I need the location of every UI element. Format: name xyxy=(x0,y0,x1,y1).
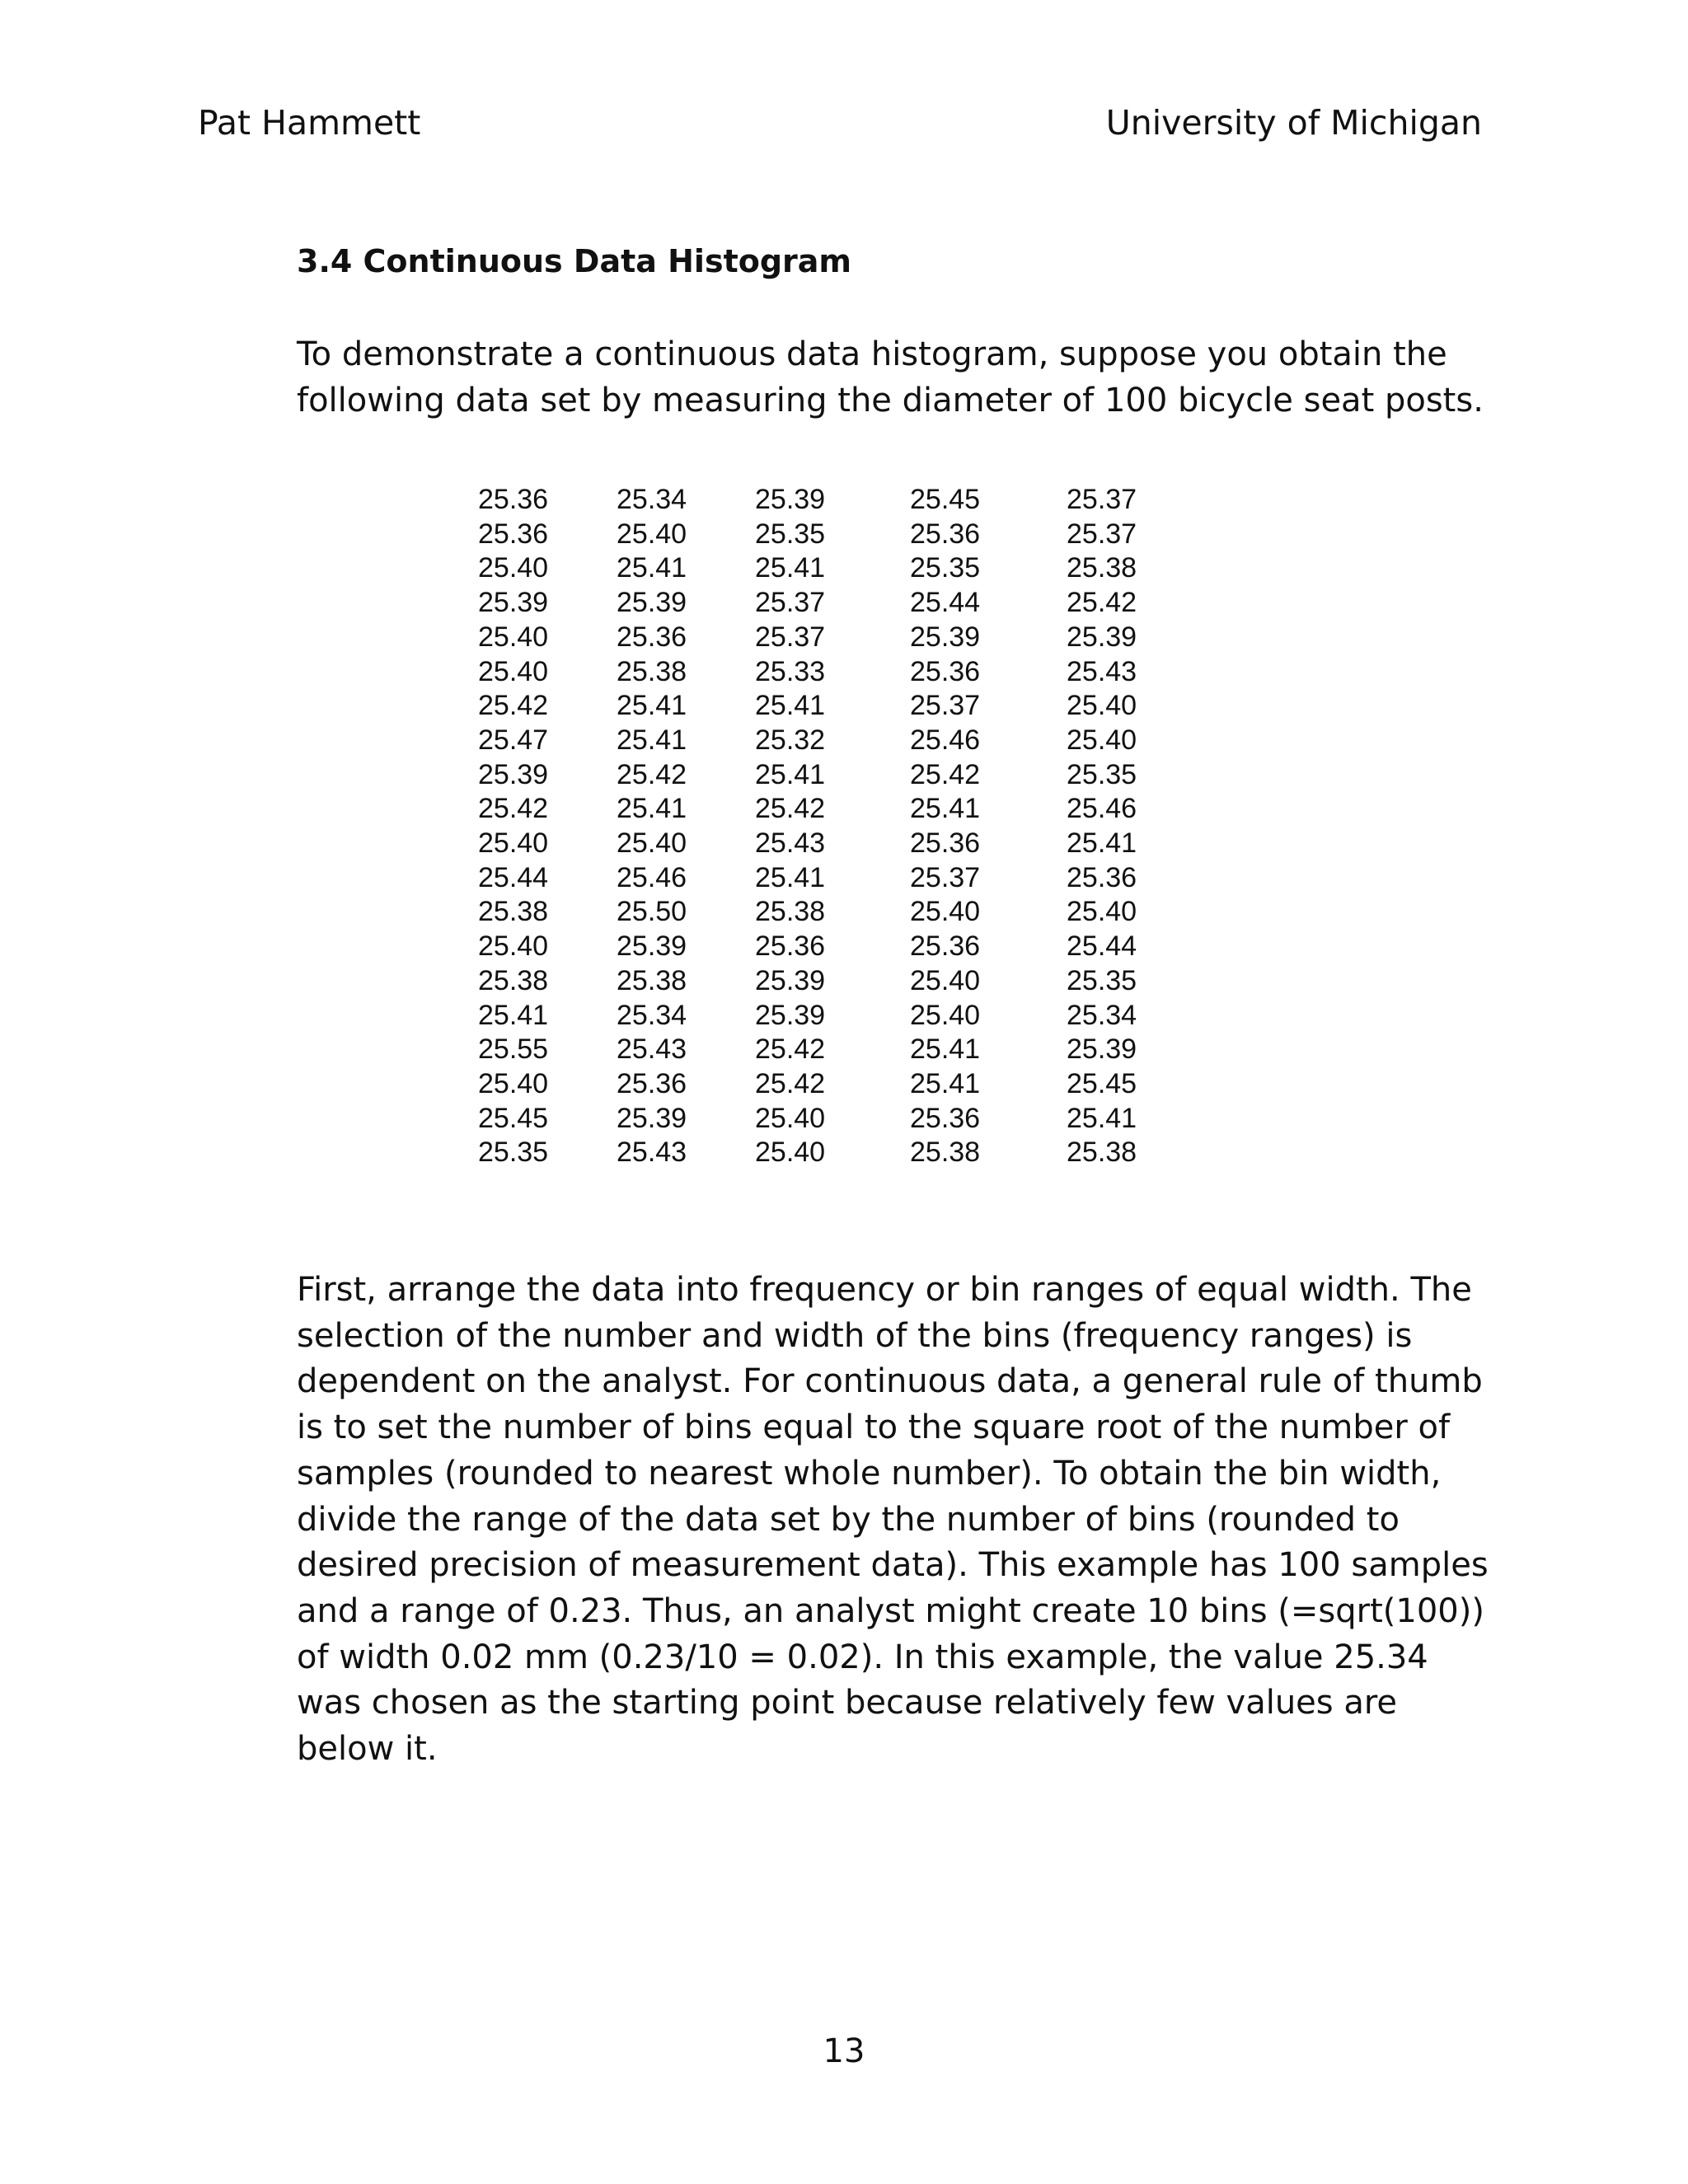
table-cell: 25.41 xyxy=(910,1033,981,1066)
table-cell: 25.43 xyxy=(1067,655,1137,687)
table-cell: 25.35 xyxy=(910,552,981,584)
table-cell: 25.39 xyxy=(617,930,687,963)
table-cell: 25.44 xyxy=(1067,930,1137,963)
table-row xyxy=(478,724,1165,758)
table-cell: 25.36 xyxy=(617,1067,687,1099)
table-row xyxy=(478,827,1165,861)
table-cell: 25.39 xyxy=(755,999,826,1031)
table-cell: 25.37 xyxy=(1067,484,1137,515)
table-cell: 25.38 xyxy=(617,655,687,687)
table-cell: 25.41 xyxy=(910,793,981,825)
table-cell: 25.43 xyxy=(617,1137,687,1169)
table-cell: 25.39 xyxy=(1067,621,1137,653)
table-cell: 25.35 xyxy=(755,518,826,550)
table-cell: 25.36 xyxy=(478,518,549,550)
data-table-body xyxy=(478,483,1165,1170)
page-number: 13 xyxy=(823,2032,865,2070)
table-cell: 25.37 xyxy=(755,587,826,619)
table-cell: 25.41 xyxy=(755,861,826,893)
table-row xyxy=(478,758,1165,793)
table-cell: 25.39 xyxy=(478,758,549,790)
table-cell: 25.40 xyxy=(1067,690,1137,722)
table-row xyxy=(478,1067,1165,1102)
table-cell: 25.37 xyxy=(1067,518,1137,550)
table-cell: 25.35 xyxy=(1067,964,1137,996)
table-cell: 25.36 xyxy=(910,655,981,687)
table-cell: 25.42 xyxy=(755,1033,826,1066)
table-cell: 25.41 xyxy=(755,552,826,584)
table-cell: 25.38 xyxy=(478,896,549,928)
table-cell: 25.41 xyxy=(617,552,687,584)
table-cell: 25.39 xyxy=(910,621,981,653)
table-cell: 25.40 xyxy=(478,621,549,653)
table-cell: 25.39 xyxy=(755,964,826,996)
table-cell: 25.36 xyxy=(910,518,981,550)
table-cell: 25.36 xyxy=(755,930,826,963)
table-cell: 25.34 xyxy=(1067,999,1137,1031)
table-cell: 25.40 xyxy=(478,930,549,963)
table-cell: 25.42 xyxy=(617,758,687,790)
table-cell: 25.41 xyxy=(617,793,687,825)
table-cell: 25.38 xyxy=(617,964,687,996)
table-cell: 25.36 xyxy=(910,930,981,963)
table-row xyxy=(478,861,1165,896)
table-cell: 25.47 xyxy=(478,724,549,756)
header-author: Pat Hammett xyxy=(198,103,421,143)
table-row xyxy=(478,792,1165,827)
table-cell: 25.41 xyxy=(755,690,826,722)
table-cell: 25.46 xyxy=(617,861,687,893)
table-cell: 25.39 xyxy=(478,587,549,619)
table-cell: 25.46 xyxy=(1067,793,1137,825)
intro-paragraph: To demonstrate a continuous data histogram, suppose you obtain the following data set by measuring the diameter of 100 bicycle seat posts. xyxy=(297,335,1484,419)
table-cell: 25.36 xyxy=(478,484,549,515)
table-cell: 25.38 xyxy=(910,1137,981,1169)
table-cell: 25.41 xyxy=(617,690,687,722)
table-cell: 25.34 xyxy=(617,999,687,1031)
table-row xyxy=(478,1033,1165,1067)
table-cell: 25.32 xyxy=(755,724,826,756)
table-cell: 25.39 xyxy=(617,1102,687,1134)
table-cell: 25.37 xyxy=(910,861,981,893)
table-row xyxy=(478,895,1165,930)
table-cell: 25.41 xyxy=(478,999,549,1031)
table-row xyxy=(478,1102,1165,1137)
table-cell: 25.41 xyxy=(617,724,687,756)
table-row xyxy=(478,518,1165,552)
table-cell: 25.40 xyxy=(910,964,981,996)
table-cell: 25.37 xyxy=(910,690,981,722)
table-row xyxy=(478,999,1165,1033)
table-cell: 25.40 xyxy=(478,827,549,860)
table-cell: 25.40 xyxy=(755,1137,826,1169)
table-cell: 25.40 xyxy=(617,827,687,860)
table-cell: 25.36 xyxy=(910,1102,981,1134)
body-paragraph: First, arrange the data into frequency or bin ranges of equal width. The selection of the number and width of the bins (frequency ranges) is dependent on the analyst. For continuous data, a general rule of thumb is to set the number of bins equal to the square root of the number of samples (rounded to nearest whole number). To obtain the bin width, divide the range of the data set by the number of bins (rounded to desired precision of measurement data). This example has 100 samples and a range of 0.23. Thus, an analyst might create 10 bins (=sqrt(100)) of width 0.02 mm (0.23/10 = 0.02). In this example, the value 25.34 was chosen as the starting point because relatively few values are below it. xyxy=(297,1271,1489,1769)
table-cell: 25.41 xyxy=(910,1067,981,1099)
table-cell: 25.36 xyxy=(617,621,687,653)
table-cell: 25.40 xyxy=(755,1102,826,1134)
table-row xyxy=(478,483,1165,518)
section-title: 3.4 Continuous Data Histogram xyxy=(297,243,852,279)
table-cell: 25.41 xyxy=(1067,1102,1137,1134)
table-row xyxy=(478,551,1165,586)
measurement-data-table xyxy=(478,483,1165,1170)
header-institution: University of Michigan xyxy=(1105,103,1482,143)
table-cell: 25.39 xyxy=(755,484,826,515)
table-cell: 25.55 xyxy=(478,1033,549,1066)
table-cell: 25.35 xyxy=(478,1137,549,1169)
table-cell: 25.39 xyxy=(617,587,687,619)
table-cell: 25.42 xyxy=(755,793,826,825)
table-cell: 25.38 xyxy=(478,964,549,996)
table-cell: 25.37 xyxy=(755,621,826,653)
table-cell: 25.42 xyxy=(478,690,549,722)
table-row xyxy=(478,586,1165,621)
table-cell: 25.40 xyxy=(1067,896,1137,928)
table-cell: 25.43 xyxy=(617,1033,687,1066)
table-cell: 25.46 xyxy=(910,724,981,756)
table-cell: 25.42 xyxy=(910,758,981,790)
table-cell: 25.34 xyxy=(617,484,687,515)
table-cell: 25.40 xyxy=(617,518,687,550)
table-cell: 25.42 xyxy=(1067,587,1137,619)
table-cell: 25.42 xyxy=(478,793,549,825)
table-cell: 25.42 xyxy=(755,1067,826,1099)
table-row xyxy=(478,621,1165,655)
table-cell: 25.38 xyxy=(755,896,826,928)
table-cell: 25.40 xyxy=(478,552,549,584)
table-cell: 25.45 xyxy=(478,1102,549,1134)
table-cell: 25.38 xyxy=(1067,1137,1137,1169)
table-cell: 25.43 xyxy=(755,827,826,860)
table-cell: 25.45 xyxy=(910,484,981,515)
table-row xyxy=(478,1136,1165,1170)
table-cell: 25.40 xyxy=(478,1067,549,1099)
table-cell: 25.36 xyxy=(910,827,981,860)
table-cell: 25.41 xyxy=(755,758,826,790)
table-cell: 25.33 xyxy=(755,655,826,687)
table-cell: 25.40 xyxy=(910,896,981,928)
table-cell: 25.40 xyxy=(478,655,549,687)
table-cell: 25.44 xyxy=(478,861,549,893)
table-cell: 25.39 xyxy=(1067,1033,1137,1066)
table-row xyxy=(478,689,1165,724)
table-cell: 25.35 xyxy=(1067,758,1137,790)
table-cell: 25.36 xyxy=(1067,861,1137,893)
table-row xyxy=(478,655,1165,690)
table-row xyxy=(478,964,1165,999)
table-cell: 25.40 xyxy=(1067,724,1137,756)
table-cell: 25.50 xyxy=(617,896,687,928)
table-cell: 25.44 xyxy=(910,587,981,619)
table-cell: 25.45 xyxy=(1067,1067,1137,1099)
table-cell: 25.41 xyxy=(1067,827,1137,860)
table-cell: 25.38 xyxy=(1067,552,1137,584)
table-cell: 25.40 xyxy=(910,999,981,1031)
table-row xyxy=(478,930,1165,964)
